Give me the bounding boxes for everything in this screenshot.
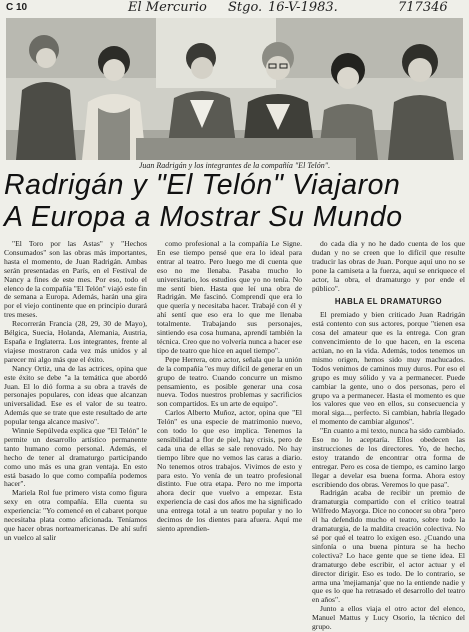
paragraph: Mariela Rol fue primero vista como figura sexy en otra compañía. Ella cuenta su experiencia: "Yo comencé en el cabaret porque necesitaba plata como aficionada. Teníamos que hacer obras norteamericanas. De ahí sufrí un vuelco al salir — [4, 488, 147, 542]
paragraph: do cada día y no he dado cuenta de los que dudan y no se creen que lo difícil que resulte traducir las obras de Juan. Porque aquí uno no se pone la camiseta a la fuerza, aquí se enriquece el actor, la obra, el dramaturgo y por ende el público". — [312, 239, 465, 293]
paragraph: "El Toro por las Astas" y "Hechos Consumados" son las obras más importantes, hasta el momento, de Juan Radrigán. Ambas serán presentadas en París, en el Festival de Nancy a fines de este mes. Por eso, todo el elenco de la compañía "El Telón" viajó este fin de semana a Europa. Además, harán una gira por el viejo continente que en principio durará tres meses. — [4, 239, 147, 320]
paragraph: Carlos Alberto Muñoz, actor, opina que "El Telón" es una especie de matrimonio nuevo, con todo lo que eso implica. Tenemos la sensibilidad a flor de piel, hay crisis, pero de cada una de ellas se sale renovado. No hay tiempo libre que no vemos las caras a diario. No tenemos otros trabajos. Vivimos de esto y para esto. Yo venía de un teatro profesional distinto. Fue otra etapa. Pero no me importa ahora decir que vuelvo a empezar. Esta experiencia de casi dos años me ha significado una entrega total a un teatro popular y no lo decimos de los dientes para afuera. Aquí me siento aprendien- — [157, 408, 302, 533]
paragraph: Radrigán acaba de recibir un premio de dramaturgia compartido con el crítico teatral Wilfredo Mayorga. Dice no conocer su obra "pero él ha defendido mucho el teatro, sobre todo la dramaturgia, de la maldita creación colectiva. No sé por qué el teatro lo exigen eso. ¿Cuando una sinfonía o una buena pintura se ha hecho colectiva? Lo hace gente que se tiene idea. El dramaturgo debe escribir, el actor actuar y el director dirigir. Eso es todo. De lo contrario, se arma una 'mejiamanja' que no la entiende nadie y que es lo que ha retrasado el desarrollo del teatro en años". — [312, 488, 465, 605]
headline — [4, 169, 457, 233]
clipping-header — [0, 0, 469, 20]
section-subheading: HABLA EL DRAMATURGO — [334, 297, 443, 307]
paragraph: Pepe Herrera, otro actor, señala que la unión de la compañía "es muy difícil de generar en un grupo de teatro. Cuando concurre un mismo pensamiento, es posible generar una cosa nueva. Todos nuestros problemas y sacrificios son compartidos. Es un arte de equipo". — [157, 354, 303, 409]
paragraph: Winnie Sepúlveda explica que "El Telón" le permite un desarrollo artístico permanente tanto humano como personal. Además, el hecho de tener al dramaturgo participando como uno más es una gran ventaja. En esto está basado lo que como compañía podemos hacer". — [4, 426, 147, 489]
paragraph: El premiado y bien criticado Juan Radrigán está contento con sus actores, porque "tienen esa cosa del amateur que es la entrega. Con gran convencimiento de lo que hacen, en la escena actúan, no en la vida. Además, todos tenemos un mismo origen, hemos sido muy machucados. Todos venimos de caminos muy duros. Por eso el grupo es muy sólido y va a permanecer. Puede cambiar la gente, uno o dos personas, pero el grupo va a permanecer. Hasta el momento es que los valores que veo en ellos, su consecuencia y moral siga..., perfecto. Si cambian, habría llegado el momento de cambiar algunos". — [312, 310, 465, 427]
paragraph: como profesional a la compañía Le Signe. En ese tiempo pensé que era lo ideal para entrar al teatro. Pero luego me di cuenta que eso no me llenaba. Pasaba mucho lo universitario, los estudios que yo no tenía. No me sentí bien. Hasta que leí una obra de Radrigán. Me fascinó. Comprendí que era lo que quería y necesitaba hacer. Trabajé con él y ahí sentí que eso era lo que me llenaba totalmente. Trabajando sus personajes, sintiendo esa cosa humana, aprendí también la técnica. Creo que no volvería nunca a hacer ese tipo de teatro que hice en aquel tiempo". — [157, 239, 302, 355]
group-photo — [6, 18, 463, 160]
article-column-3 — [312, 239, 465, 632]
paragraph: Junto a ellos viaja el otro actor del elenco, Manuel Mattus y Lucy Osorio, la técnico del grupo. — [312, 604, 465, 632]
group-photo-illustration — [6, 18, 463, 160]
article-column-2 — [157, 240, 302, 596]
handwritten-reference: 717346 — [398, 0, 448, 15]
paragraph: "En cuanto a mi texto, nunca ha sido cambiado. Eso no lo aceptaría. Ellos obedecen las instrucciones de los directores. Yo, de hecho, estoy tratando de encontrar otra forma de entregar. Pero es cosa de tiempo, es camino largo llegar a develar esa buena forma. Ahora estoy escribiendo dos obras. Veremos lo que pasa". — [312, 426, 465, 489]
headline-line-2: A Europa a Mostrar Su Mundo — [4, 201, 403, 233]
handwritten-date: 16-V-1983. — [268, 0, 338, 15]
photo-caption: Juan Radrigán y los integrantes de la compañía "El Telón". — [138, 161, 331, 170]
handwritten-place: Stgo. — [228, 0, 263, 15]
headline-line-1: Radrigán y "El Telón" Viajaron — [4, 169, 401, 201]
paragraph: Recorrerán Francia (28, 29, 30 de Mayo), Bélgica, Suecia, Holanda, Alemania, Austria, España e Inglaterra. Los integrantes, frente al viajese mostraron cada vez más unidos y al parecer mi algo más que el éxito. — [4, 319, 147, 364]
page-code: C 10 — [6, 2, 28, 13]
paragraph: Nancy Ortiz, una de las actrices, opina que este éxito se debe "a la temática que abordó Juan. El lo dió forma a su obra a través de personajes populares, con ideas que alcanzan universalidad. Ese es el valor de su teatro. Además que se trate que este resultado de arte popular tenga alcance masivo". — [4, 363, 147, 427]
handwritten-source: El Mercurio — [128, 0, 207, 15]
article-column-1 — [4, 240, 147, 596]
